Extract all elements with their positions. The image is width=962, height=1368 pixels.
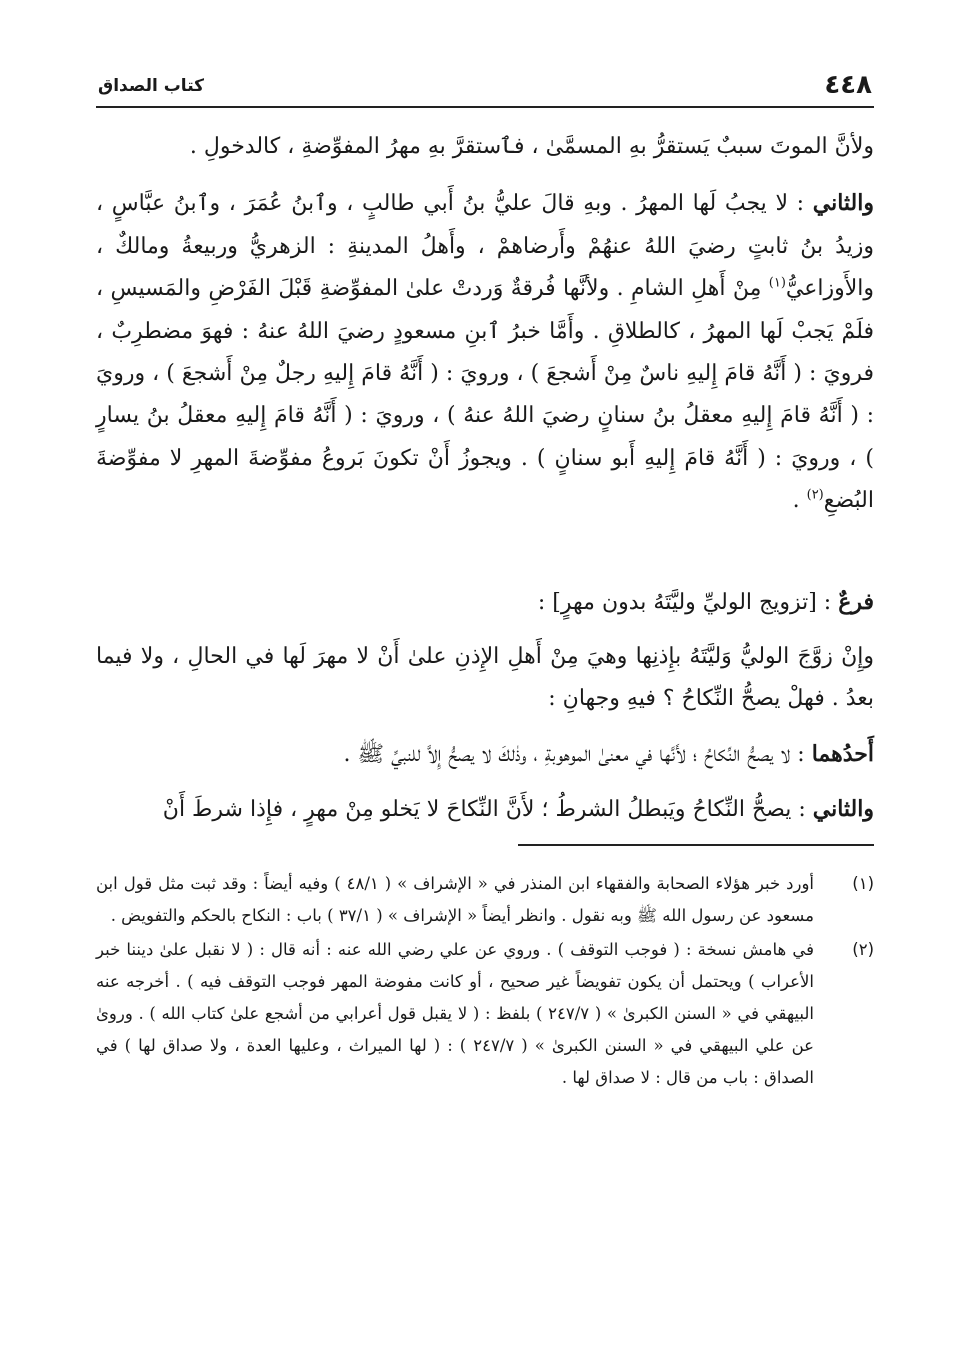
footnote-number: (١) xyxy=(852,873,874,893)
paragraph-text: : لا يصحُّ النِّكاحُ ؛ لأَنَّها في معنىٰ الموهوبةِ ، وذٰلكَ لا يصحُّ إِلاَّ للنبيِّ ﷺ . xyxy=(343,741,812,767)
section-gap xyxy=(96,535,874,581)
footnote-1 xyxy=(96,868,874,932)
paragraph-second-view xyxy=(96,788,874,831)
paragraph-lead: أَحدُهما xyxy=(811,740,874,767)
paragraph-lead: والثاني xyxy=(812,796,874,823)
footnote-2 xyxy=(96,934,874,1094)
book-title: كتاب الصداق xyxy=(98,76,205,96)
paragraph-second-opinion xyxy=(96,182,874,522)
subsection-lead: فرعٌ xyxy=(838,588,874,615)
footnote-number: (٢) xyxy=(852,939,874,959)
paragraph-guardian-marriage: وإِنْ زوَّجَ الوليُّ وَليَّتَهُ بإِذنِها وهيَ مِنْ أَهلِ الإِذنِ علىٰ أَنْ لا مهرَ لَها في الحالِ ، ولا فيما بعدُ . فهلْ يصحُّ النِّكاحُ ؟ فيهِ وجهانِ : xyxy=(96,644,874,712)
paragraph-text: : لا يجبُ لَها المهرُ . وبهِ قالَ عليُّ بنُ أَبي طالبٍ ، وٱبنُ عُمَرَ ، وٱبنُ عبَّاسٍ ، وزيدُ بنُ ثابتٍ رضيَ اللهُ عنهُمْ وأَرضاهمْ ، وأَهلُ المدينةِ : الزهريُّ وربيعةُ ومالكٌ ، والأَوزاعيُّ xyxy=(96,191,874,302)
footnote-text: أورد خبر هؤلاء الصحابة والفقهاء ابن المنذر في « الإشراف » ( ٤٨/١ ) وفيه أيضاً : وقد ثبت مثل قول ابن مسعود عن رسول الله ﷺ وبه نقول . وانظر أيضاً « الإشراف » ( ٣٧/١ ) باب : النكاح بالحكم والتفويض . xyxy=(96,873,814,925)
footnote-separator xyxy=(518,844,874,846)
page-number: ٤٤٨ xyxy=(824,70,872,100)
subsection-heading xyxy=(96,581,874,624)
footnote-ref-1[interactable]: (١) xyxy=(768,275,786,291)
paragraph-lead: والثاني xyxy=(812,190,874,217)
subsection-title: : [تزويج الوليِّ وليَّتَهُ بدون مهرٍ] : xyxy=(537,589,839,615)
footnote-text: في هامش نسخة : ( فوجب التوقف ) . وروي عن علي رضي الله عنه : أنه قال : ( لا نقبل علىٰ ديننا خبر الأعراب ) ويحتمل أن يكون تفويضاً غير صحيح ، أو كانت مفوضة المهر فوجب التوقف فيه ) . أخرجه عنه البيهقي في « السنن الكبرىٰ » ( ٢٤٧/٧ ) بلفظ : ( لا يقبل قول أعرابي من أشجع علىٰ كتاب الله ) . وروىٰ عن علي البيهقي في « السنن الكبرىٰ » ( ٢٤٧/٧ ) : ( لها الميراث ، وعليها العدة ، ولا صداق لها ) في الصداق : باب من قال : لا صداق لها . xyxy=(96,939,815,1087)
paragraph-first-view xyxy=(96,733,874,776)
paragraph-death-reason: ولأنَّ الموتَ سببٌ يَستقرُّ بهِ المسمَّىٰ ، فٱستقرَّ بهِ مهرُ المفوِّضةِ ، كالدخولِ . xyxy=(189,134,874,159)
main-text xyxy=(96,126,874,832)
book-page xyxy=(96,62,874,1096)
paragraph-end: . xyxy=(792,488,807,514)
paragraph-text: : يصحُّ النِّكاحُ ويَبطلُ الشرطُ ؛ لأَنَّ النِّكاحَ لا يَخلو مِنْ مهرٍ ، فإِذا شرطَ أَنْ xyxy=(162,797,813,823)
page-header xyxy=(96,62,874,108)
footnote-ref-2[interactable]: (٢) xyxy=(806,487,824,503)
paragraph-text-continued: مِنْ أَهلِ الشامِ . ولأنَّها فُرقةٌ وَردتْ علىٰ المفوِّضةِ قَبْلَ الفَرْضِ والمَسيسِ ، فلَمْ يَجبْ لَها المهرُ ، كالطلاقِ . وأَمَّا خبرُ ٱبنِ مسعودٍ رضيَ اللهُ عنهُ : فهوَ مضطرِبٌ ، فرويَ : ( أَنَّهُ قامَ إِليهِ ناسٌ مِنْ أَشجعَ ) ، ورويَ : ( أَنَّهُ قامَ إِليهِ رجلٌ مِنْ أَشجعَ ) ، ورويَ : ( أَنَّهُ قامَ إِليهِ معقلُ بنُ سنانٍ رضيَ اللهُ عنهُ ) ، ورويَ : ( أَنَّهُ قامَ إِليهِ معقلُ بنُ يسارٍ ) ، ورويَ : ( أَنَّهُ قامَ إِليهِ أَبو سنانٍ ) . ويجوزُ أَنْ تكونَ بَروعُ مفوِّضةَ المهرِ لا مفوِّضةَ البُضعِ xyxy=(96,276,875,514)
footnotes xyxy=(96,868,874,1094)
